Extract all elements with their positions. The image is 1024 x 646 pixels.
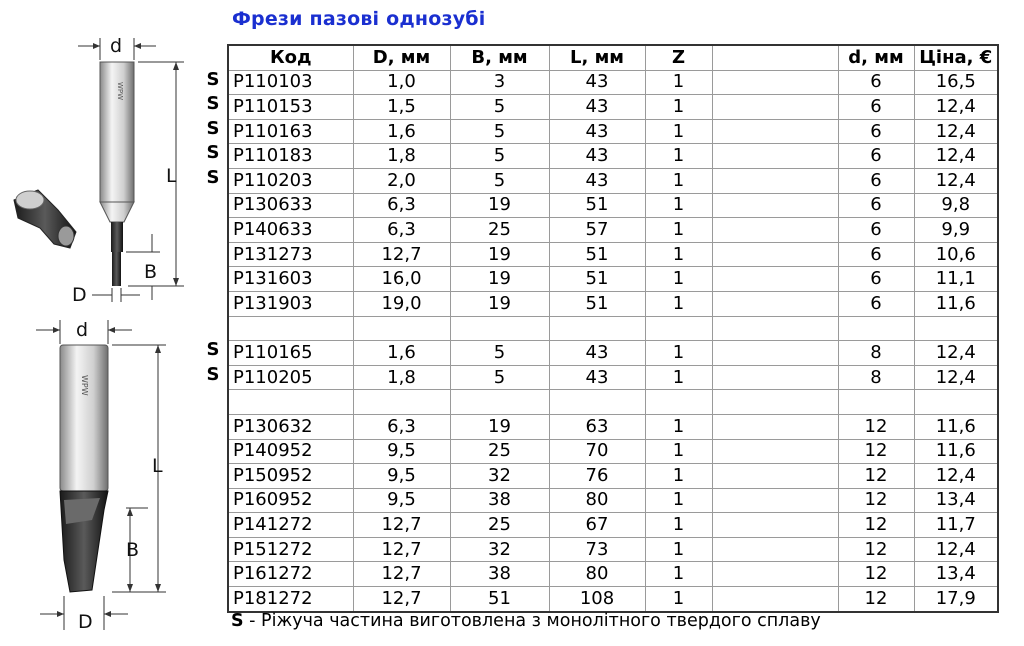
cutters-table (227, 44, 999, 613)
cell-code: P161272 (228, 562, 353, 587)
cell-b: 5 (450, 119, 549, 144)
cell-d: 12 (838, 414, 914, 439)
cell-d: 1,8 (353, 144, 450, 169)
cell-d: 12 (838, 562, 914, 587)
footnote-mark: S (231, 611, 244, 631)
cell-price: 16,5 (914, 70, 998, 95)
cell-z: 1 (645, 144, 712, 169)
top-brand-text: WPW (116, 82, 124, 101)
table-cell (838, 316, 914, 341)
cell-d: 9,5 (353, 439, 450, 464)
table-cell (549, 316, 645, 341)
cell-d: 6 (838, 144, 914, 169)
table-cell (712, 341, 838, 366)
cell-b: 25 (450, 218, 549, 243)
header-d: d, мм (838, 45, 914, 70)
cell-price: 11,6 (914, 291, 998, 316)
cell-d: 12 (838, 537, 914, 562)
table-cell (712, 316, 838, 341)
cell-l: 51 (549, 267, 645, 292)
cell-code: P110203 (228, 168, 353, 193)
cell-code: P110165 (228, 341, 353, 366)
table-cell (712, 464, 838, 489)
cell-l: 73 (549, 537, 645, 562)
cell-z: 1 (645, 562, 712, 587)
carbide-mark: S (206, 142, 220, 164)
cell-price: 13,4 (914, 562, 998, 587)
cell-d: 12,7 (353, 562, 450, 587)
cell-b: 5 (450, 365, 549, 390)
cell-code: P140952 (228, 439, 353, 464)
cell-l: 70 (549, 439, 645, 464)
cell-l: 43 (549, 95, 645, 120)
cell-z: 1 (645, 267, 712, 292)
cell-d: 6 (838, 193, 914, 218)
cell-l: 43 (549, 70, 645, 95)
cell-l: 80 (549, 488, 645, 513)
cell-b: 3 (450, 70, 549, 95)
carbide-mark: S (206, 68, 220, 90)
top-D-label: D (72, 284, 87, 306)
table-cell (712, 537, 838, 562)
carbide-mark: S (206, 363, 220, 385)
cell-price: 12,4 (914, 119, 998, 144)
table-spacer-row (228, 390, 998, 415)
table-cell (712, 488, 838, 513)
cell-d: 12,7 (353, 587, 450, 612)
table-cell (712, 119, 838, 144)
top-cutter-drawing (14, 35, 184, 306)
cell-code: P110103 (228, 70, 353, 95)
cell-z: 1 (645, 242, 712, 267)
cell-price: 12,4 (914, 464, 998, 489)
cell-price: 13,4 (914, 488, 998, 513)
cell-price: 11,7 (914, 513, 998, 538)
table-row (228, 414, 998, 439)
cell-d: 6,3 (353, 414, 450, 439)
cell-z: 1 (645, 218, 712, 243)
cell-price: 11,6 (914, 414, 998, 439)
cell-price: 12,4 (914, 365, 998, 390)
cell-b: 51 (450, 587, 549, 612)
cell-code: P110153 (228, 95, 353, 120)
cell-b: 5 (450, 144, 549, 169)
bottom-cutter-drawing (36, 319, 166, 633)
table-cell (712, 390, 838, 415)
cell-d: 6 (838, 95, 914, 120)
cell-z: 1 (645, 439, 712, 464)
cell-z: 1 (645, 95, 712, 120)
cutter-drawings (0, 0, 200, 646)
cell-z: 1 (645, 414, 712, 439)
table-cell (353, 390, 450, 415)
top-B-label: B (144, 261, 158, 283)
cell-d: 1,6 (353, 119, 450, 144)
carbide-mark: S (206, 167, 220, 188)
footnote (231, 611, 821, 631)
cell-b: 19 (450, 242, 549, 267)
header-L: L, мм (549, 45, 645, 70)
cell-l: 43 (549, 144, 645, 169)
table-row (228, 95, 998, 120)
cell-code: P140633 (228, 218, 353, 243)
cell-code: P181272 (228, 587, 353, 612)
table-cell (712, 439, 838, 464)
cell-d: 1,8 (353, 365, 450, 390)
cell-l: 43 (549, 168, 645, 193)
table-cell (712, 513, 838, 538)
table-row (228, 70, 998, 95)
cell-b: 5 (450, 341, 549, 366)
table-row (228, 119, 998, 144)
cell-price: 17,9 (914, 587, 998, 612)
table-cell (712, 291, 838, 316)
table-row (228, 537, 998, 562)
cell-price: 11,6 (914, 439, 998, 464)
table-cell (712, 144, 838, 169)
table-row (228, 218, 998, 243)
cell-d: 16,0 (353, 267, 450, 292)
table-cell (712, 193, 838, 218)
cell-d: 6 (838, 218, 914, 243)
cell-z: 1 (645, 291, 712, 316)
cell-code: P130633 (228, 193, 353, 218)
cell-d: 12 (838, 488, 914, 513)
cell-d: 6 (838, 168, 914, 193)
cell-b: 19 (450, 193, 549, 218)
cell-d: 1,6 (353, 341, 450, 366)
cell-z: 1 (645, 168, 712, 193)
cell-code: P131603 (228, 267, 353, 292)
cell-b: 32 (450, 464, 549, 489)
table-row (228, 291, 998, 316)
table-row (228, 242, 998, 267)
table-row (228, 439, 998, 464)
page-title: Фрези пазові однозубі (232, 8, 486, 30)
cell-price: 12,4 (914, 537, 998, 562)
cell-code: P130632 (228, 414, 353, 439)
cell-code: P141272 (228, 513, 353, 538)
table-row (228, 193, 998, 218)
cell-l: 43 (549, 365, 645, 390)
cell-b: 19 (450, 291, 549, 316)
cell-l: 80 (549, 562, 645, 587)
table-cell (712, 587, 838, 612)
table-cell (228, 316, 353, 341)
cell-d: 6 (838, 242, 914, 267)
cell-b: 38 (450, 488, 549, 513)
cell-d: 12 (838, 587, 914, 612)
cell-z: 1 (645, 488, 712, 513)
cell-b: 38 (450, 562, 549, 587)
cell-b: 19 (450, 267, 549, 292)
table-row (228, 168, 998, 193)
cell-l: 67 (549, 513, 645, 538)
cell-z: 1 (645, 513, 712, 538)
table-row (228, 587, 998, 612)
table-spacer-row (228, 316, 998, 341)
table-row (228, 513, 998, 538)
cell-z: 1 (645, 119, 712, 144)
cell-z: 1 (645, 587, 712, 612)
footnote-text: - Ріжуча частина виготовлена з монолітного твердого сплаву (243, 611, 821, 631)
cell-d: 6,3 (353, 218, 450, 243)
header-D: D, мм (353, 45, 450, 70)
cell-d: 1,0 (353, 70, 450, 95)
cell-d: 12,7 (353, 513, 450, 538)
cell-l: 57 (549, 218, 645, 243)
cell-price: 9,9 (914, 218, 998, 243)
cell-code: P151272 (228, 537, 353, 562)
cell-l: 51 (549, 242, 645, 267)
cell-z: 1 (645, 365, 712, 390)
cell-d: 6 (838, 291, 914, 316)
bottom-L-label: L (152, 455, 163, 477)
table-cell (712, 562, 838, 587)
cell-d: 8 (838, 365, 914, 390)
table-row (228, 267, 998, 292)
cell-b: 5 (450, 95, 549, 120)
table-cell (450, 390, 549, 415)
cell-b: 25 (450, 513, 549, 538)
table-cell (914, 316, 998, 341)
table-cell (712, 218, 838, 243)
header-code: Код (228, 45, 353, 70)
cell-z: 1 (645, 341, 712, 366)
cell-z: 1 (645, 464, 712, 489)
table-cell (712, 414, 838, 439)
bottom-d-label: d (76, 319, 89, 341)
cell-code: P110183 (228, 144, 353, 169)
top-d-label: d (110, 35, 123, 57)
bottom-B-label: B (126, 539, 140, 561)
header-price: Ціна, € (914, 45, 998, 70)
table-cell (450, 316, 549, 341)
cell-l: 76 (549, 464, 645, 489)
cell-d: 9,5 (353, 488, 450, 513)
cell-price: 12,4 (914, 144, 998, 169)
cell-price: 9,8 (914, 193, 998, 218)
cell-d: 9,5 (353, 464, 450, 489)
table-cell (712, 70, 838, 95)
carbide-mark: S (206, 93, 220, 115)
table-cell (712, 365, 838, 390)
cell-code: P131903 (228, 291, 353, 316)
cell-l: 108 (549, 587, 645, 612)
table-row (228, 562, 998, 587)
cell-d: 12 (838, 439, 914, 464)
cell-d: 6 (838, 267, 914, 292)
cell-z: 1 (645, 537, 712, 562)
table-row (228, 365, 998, 390)
cell-b: 19 (450, 414, 549, 439)
table-row (228, 464, 998, 489)
cell-price: 11,1 (914, 267, 998, 292)
table-cell (645, 316, 712, 341)
table-row (228, 488, 998, 513)
cell-d: 6 (838, 119, 914, 144)
cell-z: 1 (645, 70, 712, 95)
cell-l: 51 (549, 193, 645, 218)
table-cell (353, 316, 450, 341)
bottom-brand-text: WPW (80, 375, 89, 396)
cell-l: 63 (549, 414, 645, 439)
cell-d: 19,0 (353, 291, 450, 316)
table-cell (838, 390, 914, 415)
table-cell (914, 390, 998, 415)
table-row (228, 341, 998, 366)
table-cell (712, 267, 838, 292)
table-row (228, 144, 998, 169)
cell-l: 51 (549, 291, 645, 316)
cell-d: 12,7 (353, 537, 450, 562)
cell-price: 10,6 (914, 242, 998, 267)
carbide-mark: S (206, 117, 220, 139)
cell-d: 6 (838, 70, 914, 95)
cell-l: 43 (549, 341, 645, 366)
cell-price: 12,4 (914, 168, 998, 193)
table-cell (712, 168, 838, 193)
table-cell (645, 390, 712, 415)
top-L-label: L (166, 165, 177, 187)
cell-code: P131273 (228, 242, 353, 267)
cell-price: 12,4 (914, 341, 998, 366)
header-B: B, мм (450, 45, 549, 70)
cell-d: 12 (838, 513, 914, 538)
cell-b: 5 (450, 168, 549, 193)
cell-b: 25 (450, 439, 549, 464)
table-cell (228, 390, 353, 415)
table-cell (549, 390, 645, 415)
header-Z: Z (645, 45, 712, 70)
cell-l: 43 (549, 119, 645, 144)
cell-d: 12,7 (353, 242, 450, 267)
table-cell (712, 95, 838, 120)
cell-d: 1,5 (353, 95, 450, 120)
cell-price: 12,4 (914, 95, 998, 120)
table-header-row (228, 45, 998, 70)
cell-d: 8 (838, 341, 914, 366)
cell-code: P110205 (228, 365, 353, 390)
bottom-D-label: D (78, 611, 93, 633)
cell-b: 32 (450, 537, 549, 562)
cell-d: 2,0 (353, 168, 450, 193)
cell-d: 12 (838, 464, 914, 489)
cell-code: P110163 (228, 119, 353, 144)
header-empty (712, 45, 838, 70)
cell-code: P150952 (228, 464, 353, 489)
cell-z: 1 (645, 193, 712, 218)
carbide-mark: S (206, 339, 220, 361)
cell-d: 6,3 (353, 193, 450, 218)
table-cell (712, 242, 838, 267)
cell-code: P160952 (228, 488, 353, 513)
